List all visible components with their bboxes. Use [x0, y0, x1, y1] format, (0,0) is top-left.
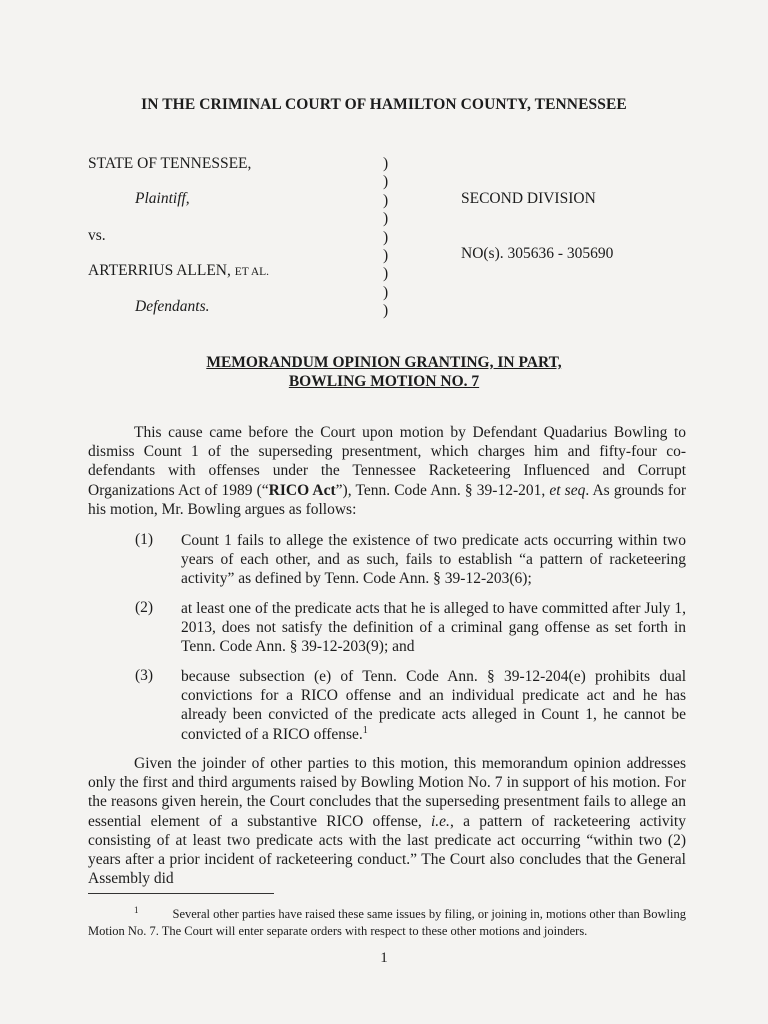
page-number: 1 — [380, 950, 388, 966]
intro-text-3: . As grounds for his motion, Mr. Bowling argues as follows: — [88, 481, 686, 518]
case-numbers: NO(s). 305636 - 305690 — [461, 245, 614, 262]
court-title: IN THE CRIMINAL COURT OF HAMILTON COUNTY, TENNESSEE — [141, 96, 627, 113]
intro-text-2: ”), Tenn. Code Ann. § 39-12-201, — [335, 481, 550, 499]
list-item-text-3: because subsection (e) of Tenn. Code Ann. § 39-12-204(e) prohibits dual convictions for a RICO offense and an individual predicate act and he has already been convicted of the predicate acts alleged in Count 1, he cannot be convicted of a RICO offense. — [181, 668, 686, 743]
body-paragraph — [88, 754, 686, 888]
caption-parentheses: ) ) ) ) ) ) ) ) ) — [383, 155, 389, 320]
footnote-divider — [88, 893, 274, 894]
intro-italic: et seq — [549, 481, 586, 499]
list-item-text — [181, 667, 686, 744]
footnote — [88, 902, 686, 940]
defendant-name — [88, 262, 269, 280]
intro-paragraph — [88, 423, 686, 519]
intro-bold-term: RICO Act — [268, 481, 336, 499]
plaintiff-label: Plaintiff, — [135, 190, 190, 207]
footnote-ref: 1 — [362, 724, 368, 736]
defendant-suffix: ET AL. — [234, 266, 270, 278]
body-italic: i.e. — [431, 812, 450, 830]
list-item-number: (2) — [135, 599, 154, 616]
list-item-text-1: Count 1 fails to allege the existence of two predicate acts occurring within two years of each other, and as such, fails to establish “a pattern of racketeering activity” as defined by Tenn. Code Ann. § 39-12-203(6); — [181, 532, 686, 588]
defendant-name-text: ARTERRIUS ALLEN, — [88, 262, 231, 279]
list-item-text-2: at least one of the predicate acts that he is alleged to have committed after July 1, 2013, does not satisfy the definition of a criminal gang offense as set forth in Tenn. Code Ann. § 39-12-203(9); and — [181, 600, 686, 656]
body-text-1: Given the joinder of other parties to this motion, this memorandum opinion addresses only the first and third arguments raised by Bowling Motion No. 7 in support of his motion. For the reasons given herein, the Court concludes that the superseding presentment fails to allege an essential element of a substantive RICO offense, — [88, 755, 686, 830]
defendant-label: Defendants. — [135, 298, 210, 315]
footnote-mark: 1 — [134, 905, 139, 915]
list-item-text — [181, 531, 686, 589]
plaintiff-name: STATE OF TENNESSEE, — [88, 155, 252, 172]
memo-title-line1: MEMORANDUM OPINION GRANTING, IN PART, — [206, 354, 562, 371]
footnote-text: Several other parties have raised these same issues by filing, or joining in, motions other than Bowling Motion No. 7. The Court will enter separate orders with respect to these other motions and joinders. — [88, 907, 686, 938]
list-item-number: (3) — [135, 667, 154, 684]
memo-title-line2: BOWLING MOTION NO. 7 — [288, 373, 480, 390]
intro-text-1: This cause came before the Court upon motion by Defendant Quadarius Bowling to dismiss Count 1 of the superseding presentment, which charges him and fifty-four co-defendants with offenses under the Tennessee Racketeering Influenced and Corrupt Organizations Act of 1989 (“ — [88, 424, 686, 499]
versus: vs. — [88, 227, 106, 244]
list-item-text — [181, 599, 686, 657]
list-item-number: (1) — [135, 531, 154, 548]
body-text-2: , a pattern of racketeering activity consisting of at least two predicate acts with the last predicate act occurring “within two (2) years after a prior incident of racketeering conduct.” The Court also concludes that the General Assembly did — [88, 812, 686, 888]
division: SECOND DIVISION — [461, 190, 596, 207]
